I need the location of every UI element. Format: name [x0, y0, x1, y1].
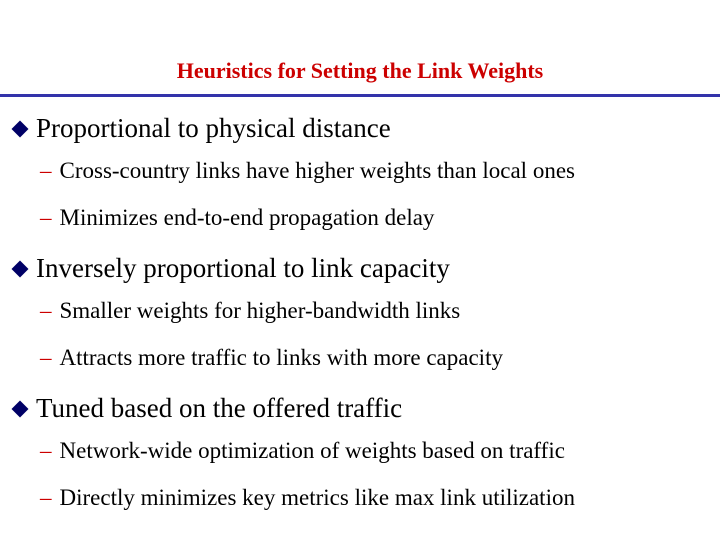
diamond-bullet-icon: [12, 400, 29, 417]
sub-bullet-item: [40, 204, 434, 232]
bullet-text: Tuned based on the offered traffic: [36, 393, 403, 423]
sub-bullet-item: [40, 437, 565, 465]
bullet-text: Inversely proportional to link capacity: [36, 253, 450, 283]
bullet-item-2: [8, 252, 450, 284]
sub-bullet-text: Attracts more traffic to links with more capacity: [59, 345, 503, 370]
slide-title: Heuristics for Setting the Link Weights: [176, 58, 544, 83]
bullet-item-1: [8, 112, 391, 144]
sub-bullet-text: Directly minimizes key metrics like max link utilization: [59, 485, 575, 510]
dash-icon: –: [40, 485, 52, 510]
sub-bullet-item: [40, 484, 575, 512]
sub-bullet-text: Network-wide optimization of weights based on traffic: [59, 438, 565, 463]
sub-bullet-text: Smaller weights for higher-bandwidth links: [59, 298, 461, 323]
bullet-item-3: [8, 392, 402, 424]
sub-bullet-text: Cross-country links have higher weights than local ones: [59, 158, 575, 183]
sub-bullet-item: [40, 157, 575, 185]
title-divider: [0, 94, 720, 97]
diamond-bullet-icon: [12, 260, 29, 277]
sub-bullet-text: Minimizes end-to-end propagation delay: [59, 205, 435, 230]
dash-icon: –: [40, 298, 52, 323]
dash-icon: –: [40, 205, 52, 230]
sub-bullet-item: [40, 297, 460, 325]
dash-icon: –: [40, 345, 52, 370]
dash-icon: –: [40, 158, 52, 183]
diamond-bullet-icon: [12, 120, 29, 137]
dash-icon: –: [40, 438, 52, 463]
sub-bullet-item: [40, 344, 503, 372]
bullet-text: Proportional to physical distance: [36, 113, 391, 143]
